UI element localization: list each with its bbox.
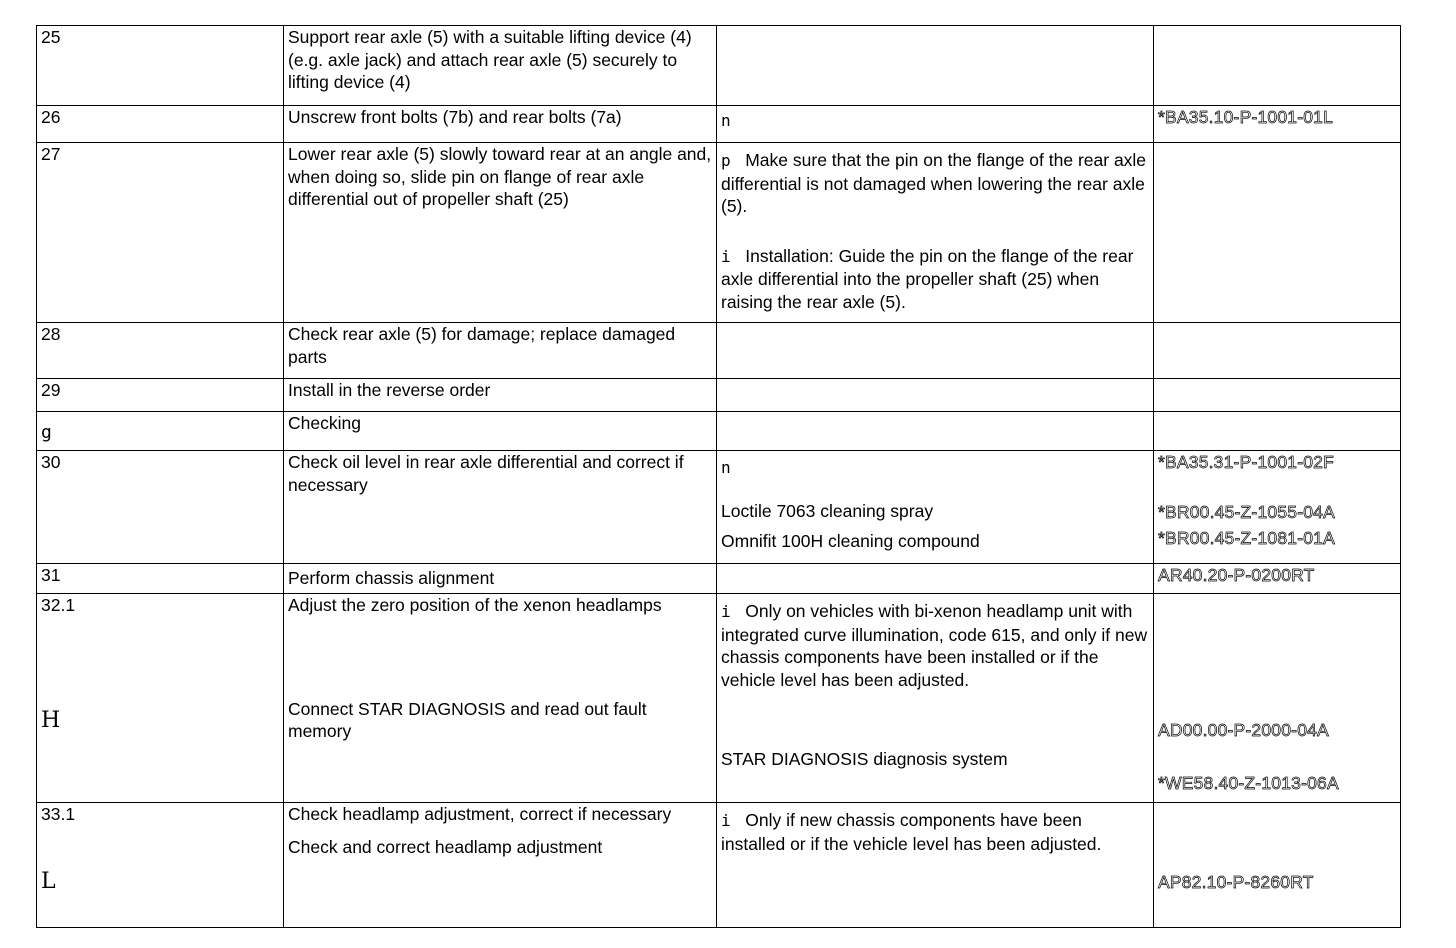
- step-action: [284, 803, 717, 928]
- notes-cell: [717, 106, 1154, 143]
- notes-cell: [717, 564, 1154, 594]
- table-row: [37, 451, 1401, 564]
- notes-cell: [717, 594, 1154, 803]
- step-number: 30: [37, 451, 284, 564]
- notes-cell: [717, 379, 1154, 412]
- step-number: 27: [37, 143, 284, 323]
- step-number-text: 33.1: [41, 804, 76, 824]
- diagnosis-icon: H: [41, 707, 61, 733]
- material-item: STAR DIAGNOSIS diagnosis system: [721, 749, 1008, 769]
- notes-cell: [717, 803, 1154, 928]
- material-item: Omnifit 100H cleaning compound: [721, 531, 980, 551]
- reference-cell: [1154, 106, 1401, 143]
- notes-cell: [717, 323, 1154, 379]
- table-row: [37, 106, 1401, 143]
- table-row: [37, 594, 1401, 803]
- reference-cell: [1154, 412, 1401, 451]
- info-symbol-icon: n: [721, 458, 731, 477]
- reference-link[interactable]: AD00.00-P-2000-04A: [1158, 720, 1329, 740]
- table-row: [37, 26, 1401, 106]
- reference-link[interactable]: *BA35.10-P-1001-01L: [1158, 107, 1334, 127]
- note-text: Only on vehicles with bi-xenon headlamp unit with integrated curve illumination, code 615, and only if new chassis components have been installed or if the vehicle level has been adjusted.: [721, 601, 1148, 690]
- headlamp-icon: L: [41, 868, 56, 894]
- note-text: Installation: Guide the pin on the flange of the rear axle differential into the propeller shaft (25) when raising the rear axle (5).: [721, 245, 1134, 312]
- reference-cell: [1154, 803, 1401, 928]
- reference-link[interactable]: *BR00.45-Z-1055-04A: [1158, 501, 1335, 522]
- section-heading: Checking: [284, 412, 717, 451]
- note: [721, 218, 1149, 314]
- reference-cell: [1154, 379, 1401, 412]
- reference-link[interactable]: *BA35.31-P-1001-02F: [1158, 452, 1334, 472]
- step-number-text: 32.1: [41, 595, 76, 615]
- reference-cell: [1154, 564, 1401, 594]
- reference-cell: [1154, 594, 1401, 803]
- table-row: [37, 379, 1401, 412]
- info-symbol-icon: n: [721, 111, 731, 130]
- reference-cell: [1154, 26, 1401, 106]
- info-icon: i: [721, 811, 731, 830]
- reference-cell: [1154, 143, 1401, 323]
- reference-cell: [1154, 451, 1401, 564]
- reference-link[interactable]: AP82.10-P-8260RT: [1158, 872, 1314, 892]
- step-number: [37, 594, 284, 803]
- note: [721, 594, 1149, 691]
- checking-icon: g: [37, 412, 284, 451]
- notes-cell: [717, 26, 1154, 106]
- table-row: [37, 564, 1401, 594]
- step-number: 31: [37, 564, 284, 594]
- reference-link[interactable]: AR40.20-P-0200RT: [1158, 565, 1315, 585]
- step-action: Install in the reverse order: [284, 379, 717, 412]
- info-icon: i: [721, 246, 731, 266]
- step-action: Unscrew front bolts (7b) and rear bolts (7a): [284, 106, 717, 143]
- step-action: Check rear axle (5) for damage; replace damaged parts: [284, 323, 717, 379]
- step-number: 29: [37, 379, 284, 412]
- reference-cell: [1154, 323, 1401, 379]
- step-number: 25: [37, 26, 284, 106]
- note: [721, 803, 1149, 855]
- procedure-table: [36, 25, 1401, 928]
- step-number: 28: [37, 323, 284, 379]
- caution-icon: p: [721, 151, 731, 170]
- notes-cell: [717, 451, 1154, 564]
- action-text: Connect STAR DIAGNOSIS and read out fault memory: [288, 698, 647, 741]
- notes-cell: [717, 143, 1154, 323]
- table-row: [37, 143, 1401, 323]
- action-text: Check headlamp adjustment, correct if necessary: [288, 804, 672, 824]
- info-icon: i: [721, 602, 731, 621]
- step-action: Perform chassis alignment: [284, 564, 717, 594]
- step-number: 26: [37, 106, 284, 143]
- notes-cell: [717, 412, 1154, 451]
- step-number: [37, 803, 284, 928]
- action-text: Adjust the zero position of the xenon headlamps: [288, 595, 662, 615]
- step-action: [284, 594, 717, 803]
- note-text: Make sure that the pin on the flange of the rear axle differential is not damaged when lowering the rear axle (5).: [721, 150, 1147, 216]
- reference-link[interactable]: *BR00.45-Z-1081-01A: [1158, 528, 1335, 548]
- step-action: Support rear axle (5) with a suitable lifting device (4) (e.g. axle jack) and attach rear axle (5) securely to lifting device (4): [284, 26, 717, 106]
- reference-link[interactable]: *WE58.40-Z-1013-06A: [1158, 772, 1339, 793]
- step-action: Check oil level in rear axle differential and correct if necessary: [284, 451, 717, 564]
- table-row: [37, 803, 1401, 928]
- step-action: Lower rear axle (5) slowly toward rear at an angle and, when doing so, slide pin on flange of rear axle differential out of propeller shaft (25): [284, 143, 717, 323]
- action-text: Check and correct headlamp adjustment: [288, 836, 603, 857]
- table-row: [37, 412, 1401, 451]
- table-row: [37, 323, 1401, 379]
- material-item: Loctile 7063 cleaning spray: [721, 500, 934, 521]
- note: [721, 143, 1149, 218]
- note-text: Only if new chassis components have been installed or if the vehicle level has been adjusted.: [721, 810, 1102, 854]
